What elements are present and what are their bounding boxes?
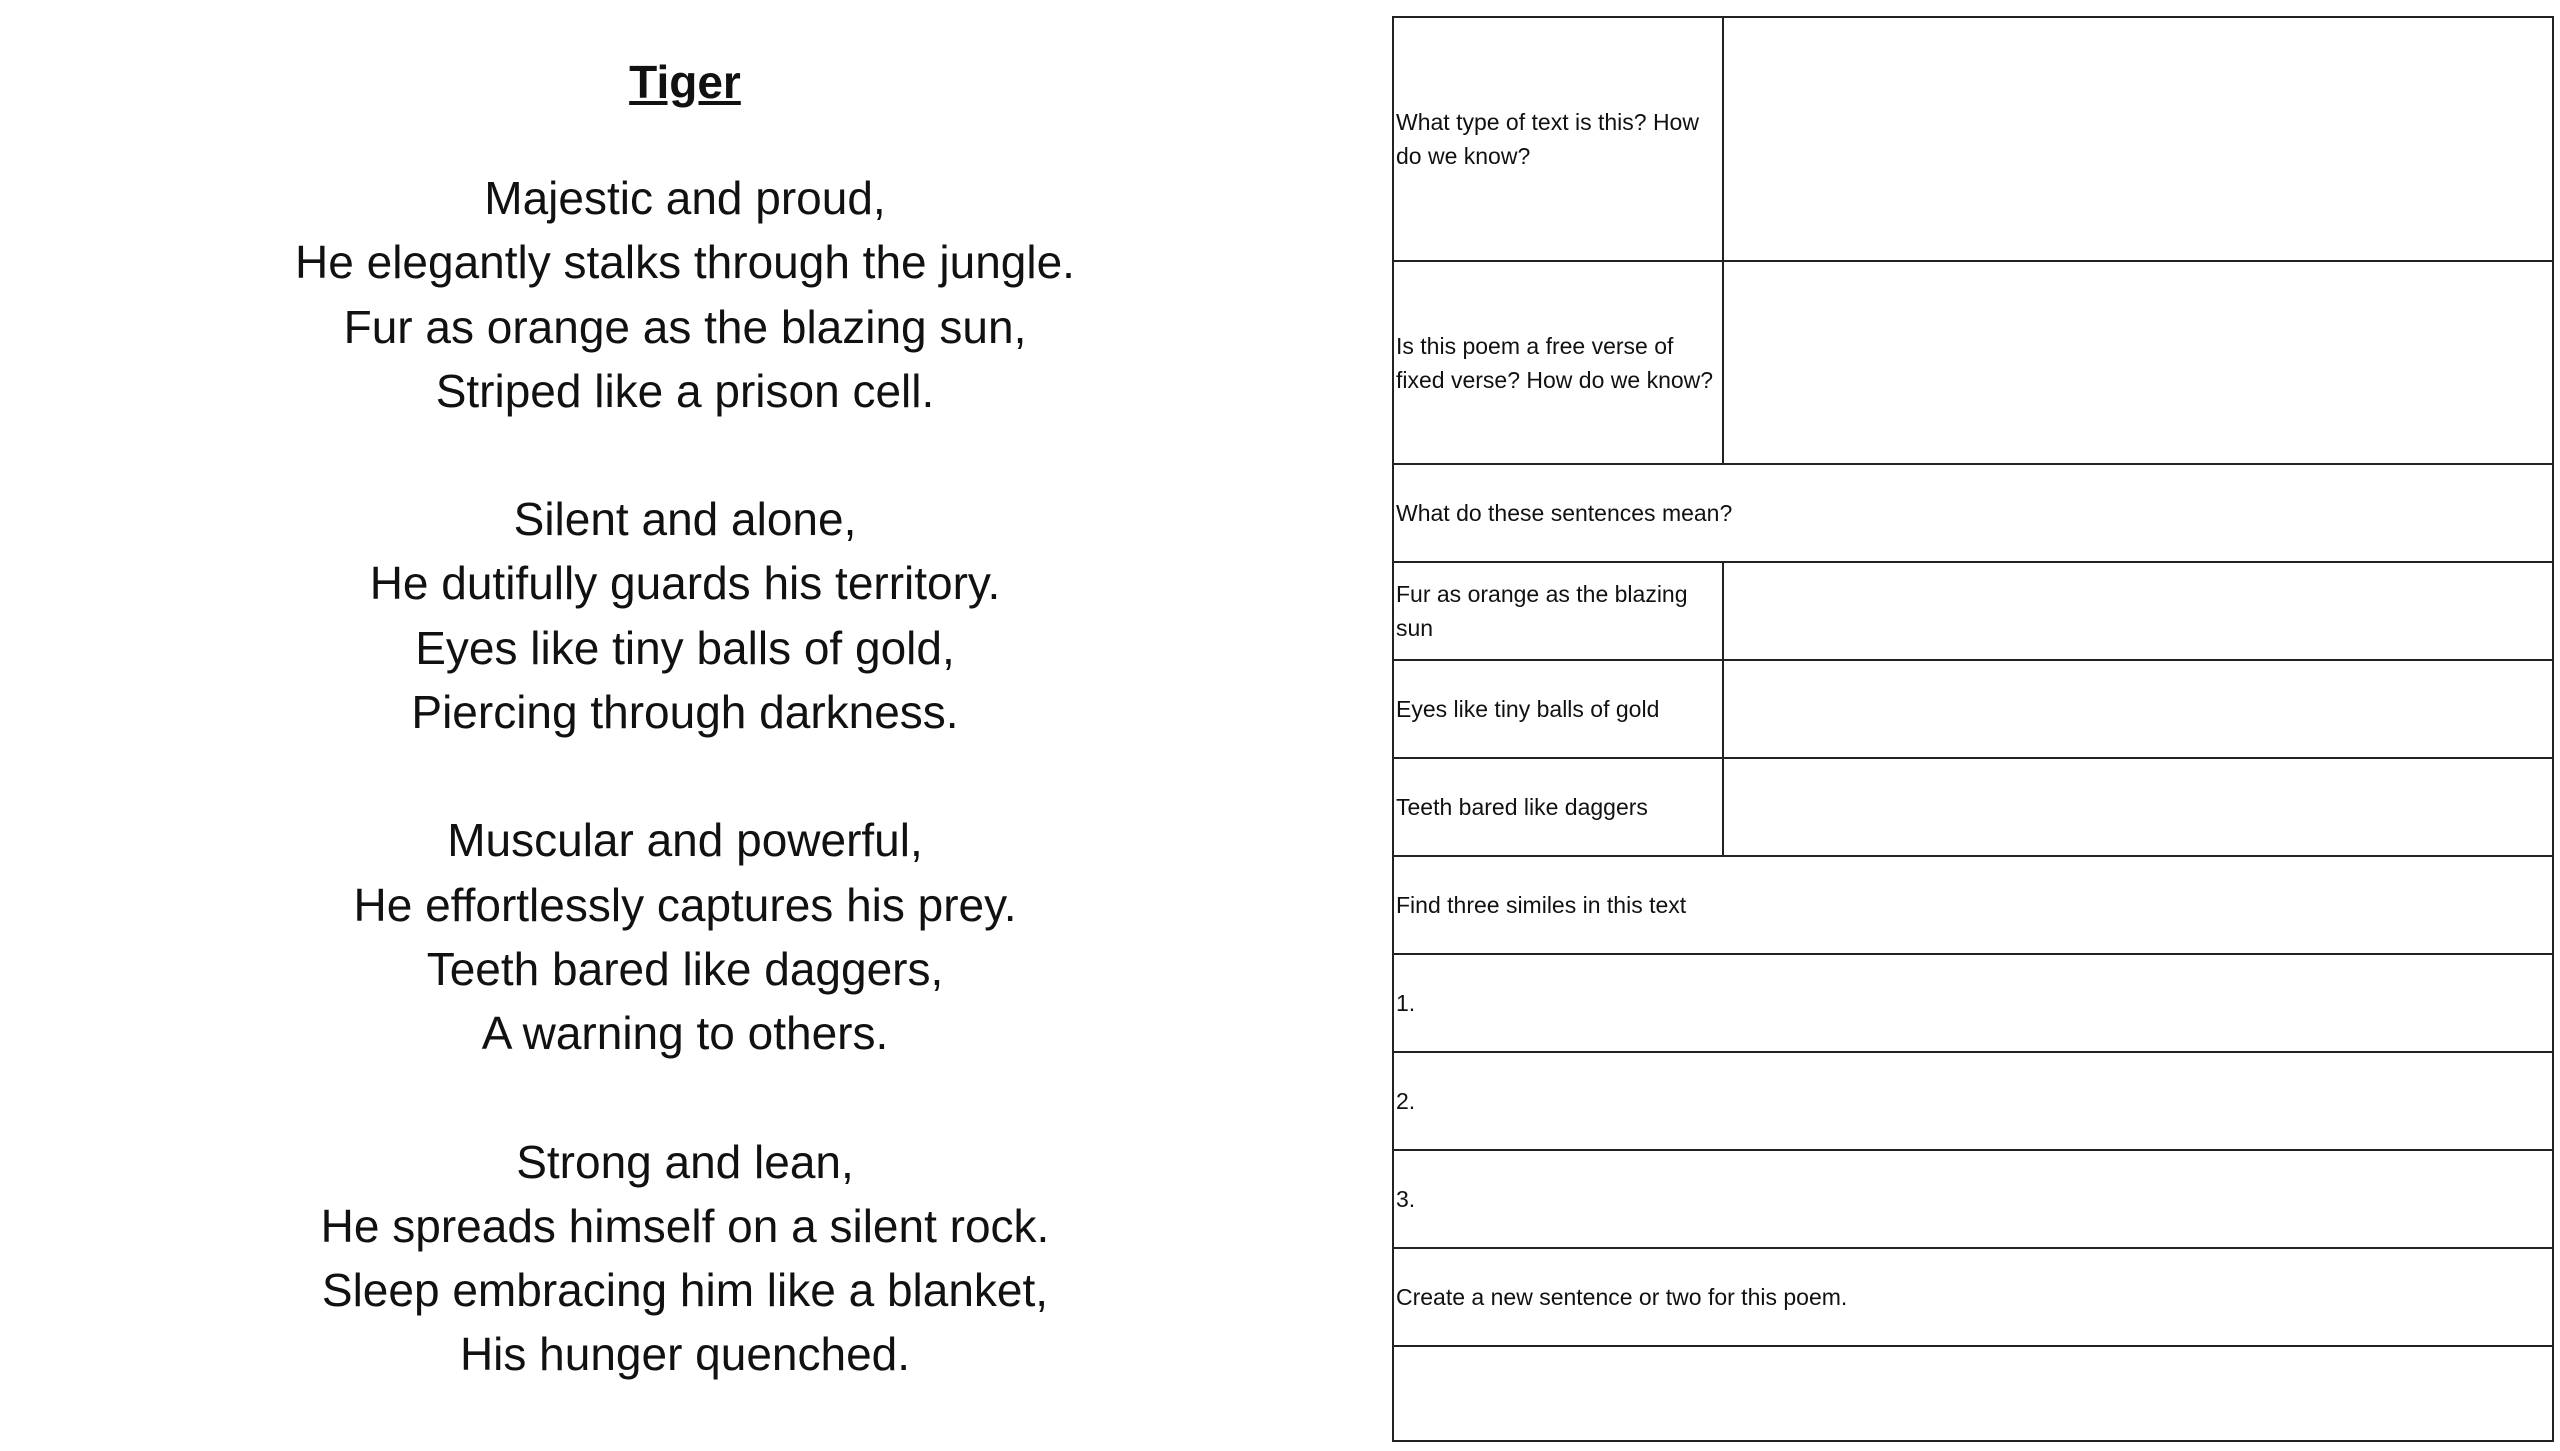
- table-row: [1393, 660, 2553, 758]
- table-row: [1393, 1248, 2553, 1346]
- poem-line: Strong and lean,: [516, 1135, 854, 1188]
- poem-line: Silent and alone,: [513, 493, 857, 546]
- poem-stanza-4: [175, 1130, 1195, 1387]
- poem-line: Teeth bared like daggers,: [426, 942, 944, 995]
- table-row: [1393, 562, 2553, 660]
- verse-answer-box[interactable]: [1723, 261, 2553, 464]
- poem: [175, 50, 1195, 1451]
- table-row: [1393, 954, 2553, 1052]
- sentence-answer-box-2[interactable]: [1723, 660, 2553, 758]
- text-type-question: What type of text is this? How do we know?: [1393, 17, 1723, 261]
- create-sentence-heading: Create a new sentence or two for this poem.: [1393, 1248, 2553, 1346]
- table-row: [1393, 758, 2553, 856]
- poem-line: Majestic and proud,: [484, 172, 886, 224]
- sentence-prompt-1: Fur as orange as the blazing sun: [1393, 562, 1723, 660]
- poem-line: He elegantly stalks through the jungle.: [295, 236, 1075, 289]
- poem-stanza-3: [175, 808, 1195, 1065]
- verse-question: Is this poem a free verse of fixed verse? How do we know?: [1393, 261, 1723, 464]
- poem-line: He effortlessly captures his prey.: [353, 878, 1017, 931]
- table-row: [1393, 464, 2553, 562]
- poem-line: Eyes like tiny balls of gold,: [415, 621, 955, 674]
- poem-stanza-2: [175, 487, 1195, 744]
- simile-answer-2[interactable]: 2.: [1393, 1052, 2553, 1150]
- sentence-answer-box-3[interactable]: [1723, 758, 2553, 856]
- create-sentence-answer-box[interactable]: [1393, 1346, 2553, 1441]
- poem-line: Sleep embracing him like a blanket,: [321, 1264, 1049, 1317]
- table-row: [1393, 261, 2553, 464]
- sentences-heading: What do these sentences mean?: [1393, 464, 2553, 562]
- sentence-prompt-2: Eyes like tiny balls of gold: [1393, 660, 1723, 758]
- poem-line: He dutifully guards his territory.: [369, 557, 1001, 610]
- poem-line: A warning to others.: [481, 1007, 889, 1060]
- poem-line: His hunger quenched.: [459, 1328, 911, 1381]
- table-row: [1393, 17, 2553, 261]
- poem-line: Muscular and powerful,: [447, 814, 923, 867]
- sentence-prompt-3: Teeth bared like daggers: [1393, 758, 1723, 856]
- similes-heading: Find three similes in this text: [1393, 856, 2553, 954]
- text-type-answer-box[interactable]: [1723, 17, 2553, 261]
- poem-line: He spreads himself on a silent rock.: [320, 1199, 1050, 1252]
- poem-line: Fur as orange as the blazing sun,: [343, 300, 1027, 353]
- worksheet-table: [1392, 16, 2554, 1442]
- sentence-answer-box-1[interactable]: [1723, 562, 2553, 660]
- poem-line: Striped like a prison cell.: [435, 364, 935, 417]
- table-row: [1393, 1052, 2553, 1150]
- simile-answer-1[interactable]: 1.: [1393, 954, 2553, 1052]
- table-row: [1393, 1150, 2553, 1248]
- poem-title: Tiger: [629, 56, 741, 108]
- table-row: [1393, 856, 2553, 954]
- poem-stanza-1: [175, 166, 1195, 423]
- table-row: [1393, 1346, 2553, 1441]
- poem-line: Piercing through darkness.: [411, 686, 959, 739]
- simile-answer-3[interactable]: 3.: [1393, 1150, 2553, 1248]
